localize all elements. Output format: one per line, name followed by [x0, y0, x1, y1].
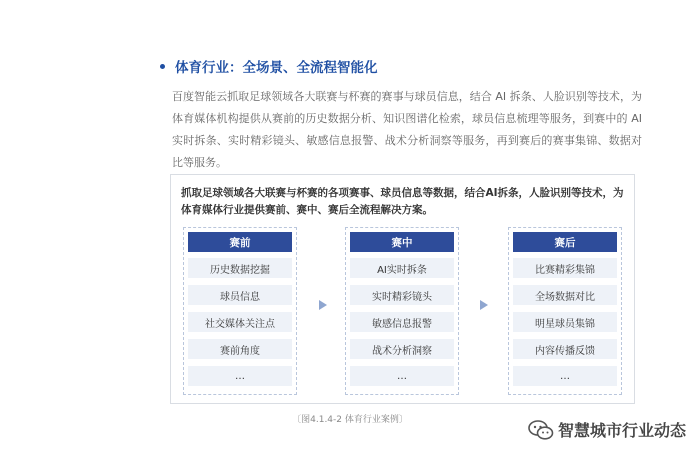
- section-paragraph: 百度智能云抓取足球领域各大联赛与杯赛的赛事与球员信息，结合 AI 拆条、人脸识别等技术，为体育媒体机构提供从赛前的历史数据分析、知识图谱化检索，球员信息梳理等服务，到赛中的 AI 实时拆条、实时精彩镜头、敏感信息报警、战术分析洞察等服务，再到赛后的赛事集锦、数据对比等服务。: [172, 90, 642, 169]
- stage-item: 赛前角度: [188, 339, 292, 359]
- stage-item: 明星球员集锦: [513, 312, 617, 332]
- watermark-text: 智慧城市行业动态: [557, 421, 686, 440]
- stage-item: 战术分析洞察: [350, 339, 454, 359]
- figure-description: 抓取足球领域各大联赛与杯赛的各项赛事、球员信息等数据，结合AI拆条，人脸识别等技术，为体育媒体行业提供赛前、赛中、赛后全流程解决方案。: [181, 187, 624, 216]
- watermark: [528, 418, 686, 441]
- case-figure: [170, 174, 635, 404]
- stage-item: …: [350, 366, 454, 386]
- section-heading-text: 体育行业：全场景、全流程智能化: [175, 60, 378, 76]
- stage-pre-match: [183, 227, 297, 395]
- stage-title: 赛后: [513, 232, 617, 252]
- stage-title: 赛中: [350, 232, 454, 252]
- stage-item: 敏感信息报警: [350, 312, 454, 332]
- figure-caption: 〔图4.1.4-2 体育行业案例〕: [292, 415, 408, 425]
- stage-item: 实时精彩镜头: [350, 285, 454, 305]
- stage-item: 全场数据对比: [513, 285, 617, 305]
- arrow-right-icon: [319, 300, 327, 310]
- section-heading: [160, 56, 378, 76]
- stage-title: 赛前: [188, 232, 292, 252]
- stage-item: 内容传播反馈: [513, 339, 617, 359]
- stage-item: 历史数据挖掘: [188, 258, 292, 278]
- stage-item: …: [188, 366, 292, 386]
- stage-item: 社交媒体关注点: [188, 312, 292, 332]
- stage-item: …: [513, 366, 617, 386]
- bullet-icon: [160, 64, 165, 69]
- stage-item: AI实时拆条: [350, 258, 454, 278]
- stage-post-match: [508, 227, 622, 395]
- arrow-right-icon: [480, 300, 488, 310]
- wechat-logo-icon: [528, 419, 554, 441]
- stage-item: 球员信息: [188, 285, 292, 305]
- stage-in-match: [345, 227, 459, 395]
- stage-item: 比赛精彩集锦: [513, 258, 617, 278]
